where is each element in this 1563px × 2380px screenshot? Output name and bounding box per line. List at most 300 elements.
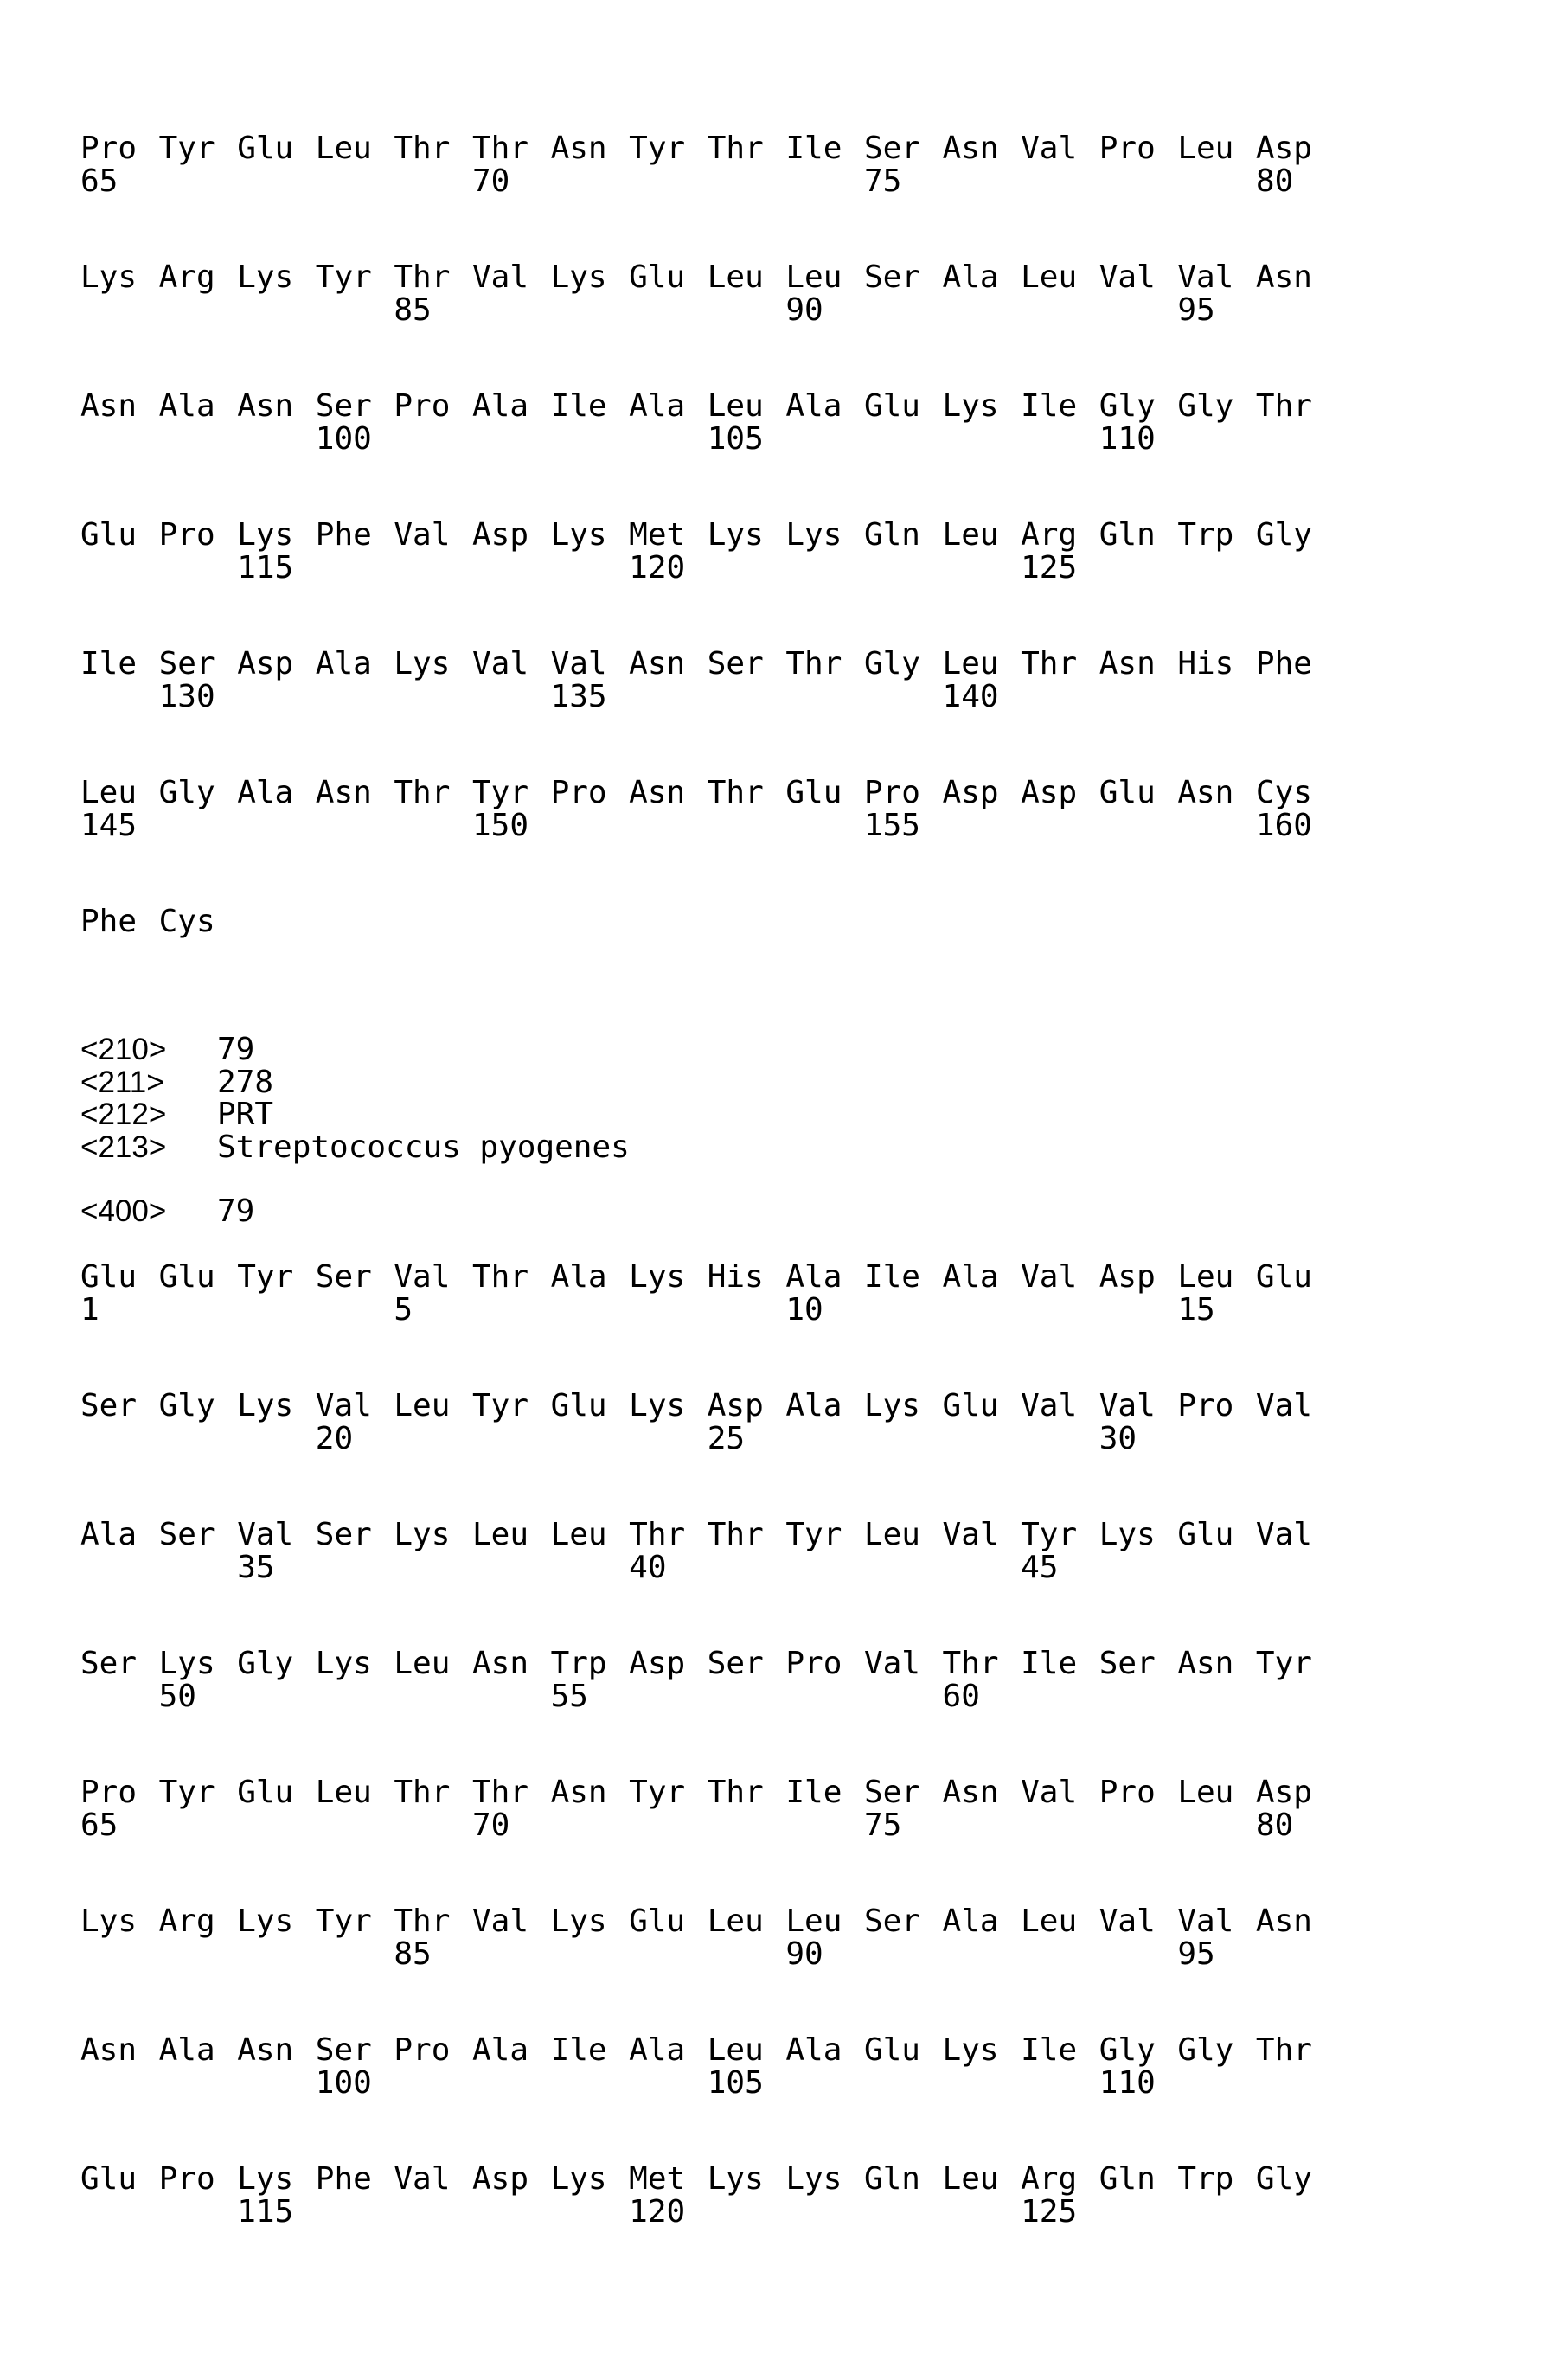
residue: Asn xyxy=(629,777,708,809)
residue-line xyxy=(80,1647,1335,1680)
position-number: 55 xyxy=(551,1680,630,1713)
residue: Asn xyxy=(1099,648,1178,681)
residue: Glu xyxy=(629,1905,708,1938)
residue: Val xyxy=(943,1519,1022,1551)
residue: Phe xyxy=(80,905,159,938)
residue: Glu xyxy=(80,1261,159,1294)
residue: Leu xyxy=(943,2163,1022,2196)
residue: Leu xyxy=(708,2034,786,2067)
residue: Lys xyxy=(316,1647,394,1680)
position-number: 125 xyxy=(1021,552,1099,585)
residue: Lys xyxy=(629,1390,708,1423)
position-number-line xyxy=(80,1294,1335,1327)
sequence-row xyxy=(80,132,1335,261)
position-number: 120 xyxy=(629,2196,708,2229)
residue: Asn xyxy=(1256,261,1335,294)
residue: Gln xyxy=(1099,2163,1178,2196)
position-number: 90 xyxy=(785,1938,864,1971)
position-number: 25 xyxy=(708,1423,786,1456)
residue-line xyxy=(80,777,1335,809)
residue: His xyxy=(708,1261,786,1294)
residue: Val xyxy=(1099,261,1178,294)
residue: Ser xyxy=(316,1519,394,1551)
position-number: 110 xyxy=(1099,2067,1178,2100)
residue: Thr xyxy=(394,777,472,809)
residue: Tyr xyxy=(1256,1647,1335,1680)
residue-line xyxy=(80,1905,1335,1938)
residue-line xyxy=(80,390,1335,423)
position-number: 1 xyxy=(80,1294,159,1327)
residue: Ala xyxy=(629,390,708,423)
position-number: 135 xyxy=(551,681,630,713)
residue-line xyxy=(80,132,1335,165)
sequence-row xyxy=(80,1390,1335,1519)
residue: Arg xyxy=(1021,519,1099,552)
residue: Ile xyxy=(80,648,159,681)
residue: Lys xyxy=(708,519,786,552)
residue: Met xyxy=(629,519,708,552)
residue: Ile xyxy=(1021,2034,1099,2067)
residue: Gly xyxy=(1177,390,1256,423)
residue: Arg xyxy=(159,261,238,294)
residue: Gly xyxy=(237,1647,316,1680)
residue: Gly xyxy=(1099,390,1178,423)
seq-id-value: 79 xyxy=(217,1032,254,1067)
residue: Trp xyxy=(1177,519,1256,552)
residue: Cys xyxy=(159,905,238,938)
residue: Pro xyxy=(394,2034,472,2067)
sequence-header xyxy=(80,1033,630,1164)
residue: Ala xyxy=(785,390,864,423)
position-number: 70 xyxy=(472,165,551,198)
position-number: 65 xyxy=(80,165,159,198)
residue: Asp xyxy=(1021,777,1099,809)
position-number: 115 xyxy=(237,552,316,585)
residue: Val xyxy=(237,1519,316,1551)
residue: Val xyxy=(551,648,630,681)
residue: Ile xyxy=(1021,1647,1099,1680)
residue: Lys xyxy=(237,2163,316,2196)
residue: Gly xyxy=(864,648,943,681)
residue: Ala xyxy=(237,777,316,809)
residue: Pro xyxy=(864,777,943,809)
residue: Thr xyxy=(472,132,551,165)
residue: Lys xyxy=(237,1905,316,1938)
residue: Val xyxy=(316,1390,394,1423)
residue: Asn xyxy=(316,777,394,809)
residue: Asn xyxy=(237,390,316,423)
residue: Asn xyxy=(943,132,1022,165)
residue: Lys xyxy=(864,1390,943,1423)
residue: Leu xyxy=(394,1647,472,1680)
residue: Gln xyxy=(864,2163,943,2196)
residue: Tyr xyxy=(237,1261,316,1294)
position-number-line xyxy=(80,809,1335,842)
field-tag: <400> xyxy=(80,1195,217,1228)
residue: Lys xyxy=(551,261,630,294)
residue: Leu xyxy=(1177,132,1256,165)
residue: Leu xyxy=(943,648,1022,681)
residue: Leu xyxy=(785,1905,864,1938)
residue: Lys xyxy=(80,1905,159,1938)
residue: Thr xyxy=(785,648,864,681)
residue-line xyxy=(80,2034,1335,2067)
residue-line xyxy=(80,261,1335,294)
residue: Tyr xyxy=(316,261,394,294)
residue: Leu xyxy=(708,390,786,423)
residue: Pro xyxy=(159,519,238,552)
position-number: 105 xyxy=(708,423,786,456)
residue: Ile xyxy=(551,390,630,423)
residue: Asn xyxy=(551,132,630,165)
residue-line xyxy=(80,2163,1335,2196)
residue: Gly xyxy=(1256,2163,1335,2196)
residue: Gly xyxy=(159,1390,238,1423)
sequence-row xyxy=(80,2034,1335,2163)
position-number-line xyxy=(80,165,1335,198)
sequence-row xyxy=(80,519,1335,648)
residue: Val xyxy=(394,519,472,552)
residue: Lys xyxy=(785,2163,864,2196)
residue: Asn xyxy=(472,1647,551,1680)
residue: Asn xyxy=(1256,1905,1335,1938)
position-number-line xyxy=(80,938,1335,971)
residue: Ser xyxy=(864,132,943,165)
position-number: 120 xyxy=(629,552,708,585)
residue: Leu xyxy=(943,519,1022,552)
position-number-line xyxy=(80,1423,1335,1456)
field-tag: <211> xyxy=(80,1066,217,1099)
residue: Tyr xyxy=(159,132,238,165)
residue: Leu xyxy=(785,261,864,294)
position-number: 40 xyxy=(629,1551,708,1584)
position-number-line xyxy=(80,1551,1335,1584)
residue: Thr xyxy=(708,132,786,165)
field-tag: <210> xyxy=(80,1033,217,1066)
residue: Ala xyxy=(943,1905,1022,1938)
residue: Glu xyxy=(159,1261,238,1294)
sequence-row xyxy=(80,905,1335,1034)
residue: Pro xyxy=(785,1647,864,1680)
organism-value: Streptococcus pyogenes xyxy=(217,1129,630,1165)
residue: Tyr xyxy=(785,1519,864,1551)
residue: Val xyxy=(864,1647,943,1680)
residue: Ser xyxy=(159,648,238,681)
residue: Lys xyxy=(237,261,316,294)
position-number: 45 xyxy=(1021,1551,1099,1584)
residue: Val xyxy=(1099,1905,1178,1938)
residue: Val xyxy=(472,261,551,294)
residue: Tyr xyxy=(472,1390,551,1423)
residue: Ser xyxy=(80,1647,159,1680)
residue: Ala xyxy=(785,2034,864,2067)
position-number: 145 xyxy=(80,809,159,842)
residue: Asn xyxy=(629,648,708,681)
sequence-row xyxy=(80,1776,1335,1905)
residue: Asp xyxy=(237,648,316,681)
residue: Val xyxy=(1021,1390,1099,1423)
residue: Pro xyxy=(394,390,472,423)
residue: Lys xyxy=(785,519,864,552)
residue: Tyr xyxy=(629,132,708,165)
position-number: 15 xyxy=(1177,1294,1256,1327)
residue: Cys xyxy=(1256,777,1335,809)
residue: Leu xyxy=(316,132,394,165)
residue: Tyr xyxy=(159,1776,238,1809)
residue: Ala xyxy=(472,390,551,423)
residue: Ala xyxy=(943,261,1022,294)
sequence-row xyxy=(80,2163,1335,2292)
residue: Leu xyxy=(1177,1776,1256,1809)
residue: Leu xyxy=(394,1390,472,1423)
residue: Lys xyxy=(237,519,316,552)
residue: Trp xyxy=(551,1647,630,1680)
residue: Leu xyxy=(472,1519,551,1551)
residue: Ala xyxy=(943,1261,1022,1294)
type-value: PRT xyxy=(217,1097,273,1132)
residue: Thr xyxy=(629,1519,708,1551)
position-number: 100 xyxy=(316,2067,394,2100)
residue: Thr xyxy=(708,777,786,809)
residue: Leu xyxy=(1021,1905,1099,1938)
residue: Lys xyxy=(551,519,630,552)
position-number: 90 xyxy=(785,294,864,327)
header-line-212 xyxy=(80,1098,630,1131)
position-number-line xyxy=(80,1809,1335,1842)
residue: Gly xyxy=(1099,2034,1178,2067)
position-number-line xyxy=(80,681,1335,713)
residue-line xyxy=(80,1776,1335,1809)
residue: Gly xyxy=(1177,2034,1256,2067)
residue: Asn xyxy=(80,2034,159,2067)
residue-line xyxy=(80,1261,1335,1294)
position-number: 80 xyxy=(1256,1809,1335,1842)
position-number-line xyxy=(80,423,1335,456)
residue: Ala xyxy=(629,2034,708,2067)
position-number: 160 xyxy=(1256,809,1335,842)
residue: Thr xyxy=(1256,2034,1335,2067)
residue: Glu xyxy=(785,777,864,809)
residue: Ser xyxy=(159,1519,238,1551)
position-number-line xyxy=(80,552,1335,585)
position-number: 110 xyxy=(1099,423,1178,456)
residue: Asp xyxy=(629,1647,708,1680)
residue: Thr xyxy=(1021,648,1099,681)
residue: Val xyxy=(394,2163,472,2196)
residue: Val xyxy=(1099,1390,1178,1423)
residue: Ser xyxy=(1099,1647,1178,1680)
residue: Ile xyxy=(785,132,864,165)
residue: Arg xyxy=(1021,2163,1099,2196)
residue: Lys xyxy=(551,1905,630,1938)
residue: Val xyxy=(1021,132,1099,165)
position-number: 5 xyxy=(394,1294,472,1327)
residue: Thr xyxy=(708,1776,786,1809)
position-number: 20 xyxy=(316,1423,394,1456)
residue: Ser xyxy=(80,1390,159,1423)
residue: Lys xyxy=(394,648,472,681)
residue: Ala xyxy=(785,1261,864,1294)
residue: Phe xyxy=(1256,648,1335,681)
residue: Leu xyxy=(708,1905,786,1938)
residue: Glu xyxy=(864,390,943,423)
residue: Ser xyxy=(316,390,394,423)
residue-line xyxy=(80,1519,1335,1551)
position-number: 85 xyxy=(394,294,472,327)
residue: Val xyxy=(1256,1390,1335,1423)
position-number: 105 xyxy=(708,2067,786,2100)
residue: Pro xyxy=(1099,132,1178,165)
residue: Glu xyxy=(80,2163,159,2196)
position-number: 50 xyxy=(159,1680,238,1713)
position-number: 130 xyxy=(159,681,238,713)
residue: Thr xyxy=(394,1905,472,1938)
residue: Ser xyxy=(864,1905,943,1938)
residue: Val xyxy=(394,1261,472,1294)
header-line-213 xyxy=(80,1131,630,1164)
residue: Tyr xyxy=(1021,1519,1099,1551)
residue: Glu xyxy=(80,519,159,552)
position-number-line xyxy=(80,2196,1335,2229)
field-tag: <213> xyxy=(80,1131,217,1164)
residue: Thr xyxy=(708,1519,786,1551)
residue: Pro xyxy=(1099,1776,1178,1809)
residue: Pro xyxy=(80,132,159,165)
residue: Ala xyxy=(159,390,238,423)
residue: Lys xyxy=(708,2163,786,2196)
residue: Glu xyxy=(551,1390,630,1423)
position-number-line xyxy=(80,2067,1335,2100)
residue: Trp xyxy=(1177,2163,1256,2196)
position-number: 65 xyxy=(80,1809,159,1842)
residue: Lys xyxy=(394,1519,472,1551)
position-number-line xyxy=(80,294,1335,327)
residue: Phe xyxy=(316,519,394,552)
residue: Thr xyxy=(394,1776,472,1809)
sequence-row xyxy=(80,261,1335,390)
residue: Glu xyxy=(943,1390,1022,1423)
position-number: 140 xyxy=(943,681,1022,713)
residue: Ser xyxy=(864,261,943,294)
residue: Gly xyxy=(159,777,238,809)
residue: Ala xyxy=(785,1390,864,1423)
residue: Asn xyxy=(1177,1647,1256,1680)
residue: Glu xyxy=(629,261,708,294)
residue: His xyxy=(1177,648,1256,681)
header-line-210 xyxy=(80,1033,630,1066)
residue: Asn xyxy=(943,1776,1022,1809)
residue: Leu xyxy=(80,777,159,809)
residue: Pro xyxy=(551,777,630,809)
residue: Glu xyxy=(1177,1519,1256,1551)
residue: Asp xyxy=(943,777,1022,809)
sequence-tag-400 xyxy=(80,1195,254,1228)
sequence-row xyxy=(80,777,1335,905)
residue: Tyr xyxy=(629,1776,708,1809)
residue: Ile xyxy=(551,2034,630,2067)
residue: Leu xyxy=(864,1519,943,1551)
residue: Asn xyxy=(80,390,159,423)
residue-line xyxy=(80,1390,1335,1423)
sequence-row xyxy=(80,1647,1335,1776)
position-number-line xyxy=(80,1938,1335,1971)
length-value: 278 xyxy=(217,1065,273,1100)
residue: Glu xyxy=(864,2034,943,2067)
residue: Ile xyxy=(864,1261,943,1294)
residue: Lys xyxy=(237,1390,316,1423)
residue-line xyxy=(80,519,1335,552)
residue: Ser xyxy=(316,2034,394,2067)
sequence-row xyxy=(80,1905,1335,2034)
residue: Ser xyxy=(708,1647,786,1680)
residue: Ser xyxy=(708,648,786,681)
residue: Thr xyxy=(472,1776,551,1809)
residue: Ser xyxy=(864,1776,943,1809)
position-number: 150 xyxy=(472,809,551,842)
residue: Asp xyxy=(1099,1261,1178,1294)
residue: Asn xyxy=(1177,777,1256,809)
sequence-block-continued xyxy=(80,132,1335,1034)
residue: Ala xyxy=(159,2034,238,2067)
position-number: 30 xyxy=(1099,1423,1178,1456)
residue: Asp xyxy=(472,2163,551,2196)
position-number: 125 xyxy=(1021,2196,1099,2229)
position-number: 75 xyxy=(864,165,943,198)
residue: Val xyxy=(1256,1519,1335,1551)
residue: Thr xyxy=(943,1647,1022,1680)
position-number: 60 xyxy=(943,1680,1022,1713)
residue: Pro xyxy=(80,1776,159,1809)
residue: Val xyxy=(1177,261,1256,294)
residue: Asp xyxy=(1256,132,1335,165)
position-number-line xyxy=(80,1680,1335,1713)
position-number: 70 xyxy=(472,1809,551,1842)
residue: Tyr xyxy=(472,777,551,809)
residue: Glu xyxy=(1099,777,1178,809)
residue: Leu xyxy=(708,261,786,294)
sequence-block-79 xyxy=(80,1261,1335,2292)
position-number: 100 xyxy=(316,423,394,456)
residue: Glu xyxy=(237,132,316,165)
position-number: 95 xyxy=(1177,294,1256,327)
residue-line xyxy=(80,905,1335,938)
residue: Pro xyxy=(1177,1390,1256,1423)
position-number: 80 xyxy=(1256,165,1335,198)
residue: Thr xyxy=(1256,390,1335,423)
field-tag: <212> xyxy=(80,1098,217,1131)
header-line-211 xyxy=(80,1066,630,1099)
residue: Val xyxy=(1177,1905,1256,1938)
residue: Thr xyxy=(394,132,472,165)
residue: Ile xyxy=(785,1776,864,1809)
residue: Asn xyxy=(551,1776,630,1809)
residue: Lys xyxy=(80,261,159,294)
residue: Lys xyxy=(159,1647,238,1680)
residue: Val xyxy=(1021,1776,1099,1809)
residue: Leu xyxy=(1177,1261,1256,1294)
residue: Leu xyxy=(551,1519,630,1551)
residue: Gln xyxy=(864,519,943,552)
position-number: 35 xyxy=(237,1551,316,1584)
residue: Gln xyxy=(1099,519,1178,552)
residue: Leu xyxy=(1021,261,1099,294)
residue: Glu xyxy=(237,1776,316,1809)
sequence-row xyxy=(80,648,1335,777)
sequence-row xyxy=(80,1261,1335,1390)
residue: Val xyxy=(472,648,551,681)
residue: Lys xyxy=(943,2034,1022,2067)
position-number: 10 xyxy=(785,1294,864,1327)
